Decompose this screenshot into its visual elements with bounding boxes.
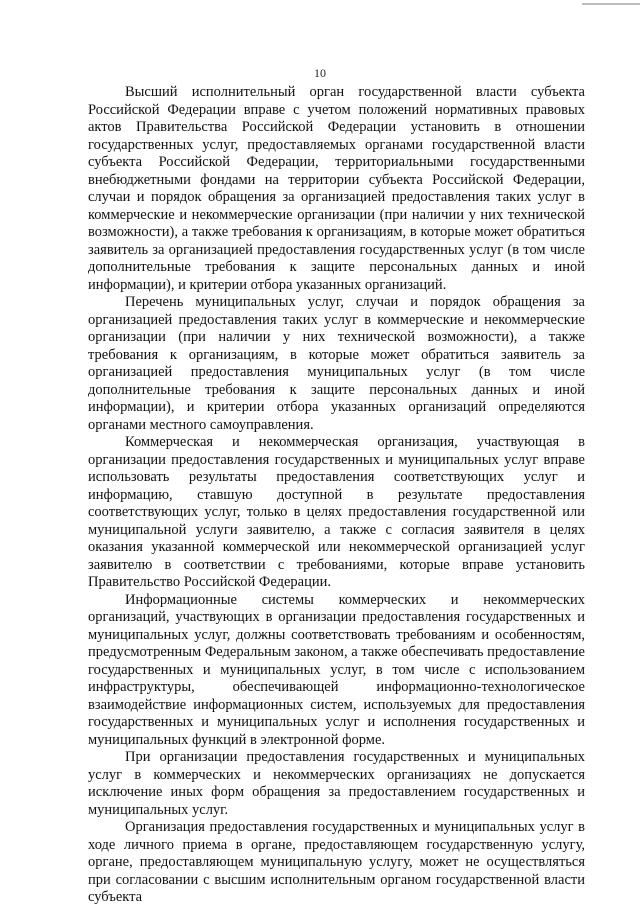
paragraph: Информационные системы коммерческих и некоммерческих организаций, участвующих в организации предоставления государственных и муниципальных услуг, должны соответствовать требованиям и особенностям, предусмотренным Федеральным законом, а также обеспечивать предоставление государственных и муниципальных услуг, в том числе с использованием инфраструктуры, обеспечивающей информационно-технологическое взаимодействие информационных систем, используемых для предоставления государственных и муниципальных услуг и исполнения государственных и муниципальных функций в электронной форме. [88, 591, 585, 748]
paragraph: Высший исполнительный орган государственной власти субъекта Российской Федерации вправе с учетом положений нормативных правовых актов Правительства Российской Федерации установить в отношении государственных услуг, предоставляемых органами государственной власти субъекта Российской Федерации, территориальными государственными внебюджетными фондами на территории субъекта Российской Федерации, случаи и порядок обращения за организацией предоставления таких услуг в коммерческие и некоммерческие организации (при наличии у них технической возможности), а также требования к организациям, в которые может обратиться заявитель за организацией предоставления государственных услуг (в том числе дополнительные требования к защите персональных данных и иной информации), и критерии отбора указанных организаций. [88, 84, 585, 293]
paragraph: При организации предоставления государственных и муниципальных услуг в коммерческих и некоммерческих организациях не допускается исключение иных форм обращения за предоставлением государственных и муниципальных услуг. [88, 749, 585, 818]
paragraph: Коммерческая и некоммерческая организация, участвующая в организации предоставления государственных и муниципальных услуг вправе использовать результаты предоставления соответствующих услуг и информацию, ставшую доступной в результате предоставления соответствующих услуг, только в целях предоставления государственной или муниципальной услуги заявителю, а также с согласия заявителя в целях оказания указанной коммерческой или некоммерческой организацией услуг заявителю в соответствии с требованиями, которые вправе установить Правительство Российской Федерации. [88, 434, 585, 590]
page-corner-mark [582, 3, 640, 5]
paragraph: Перечень муниципальных услуг, случаи и порядок обращения за организацией предоставления таких услуг в коммерческие и некоммерческие организации (при наличии у них технической возможности), а также требования к организациям, в которые может обратиться заявитель за организацией предоставления муниципальных услуг (в том числе дополнительные требования к защите персональных данных и иной информации), и критерии отбора указанных организаций определяются органами местного самоуправления. [88, 294, 585, 433]
document-body [88, 84, 585, 907]
page-number: 10 [314, 66, 326, 80]
paragraph: Организация предоставления государственных и муниципальных услуг в ходе личного приема в органе, предоставляющем государственную услугу, органе, предоставляющем муниципальную услугу, может не осуществляться при согласовании с высшим исполнительным органом государственной власти субъекта [88, 819, 585, 905]
